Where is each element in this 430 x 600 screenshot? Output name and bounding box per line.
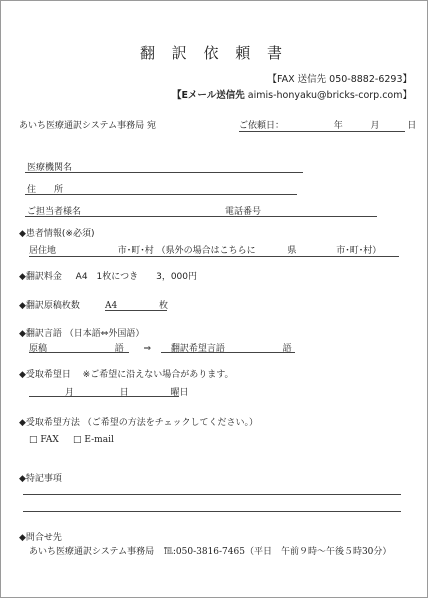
fax-contact: 【FAX 送信先 050-8882-6293】 xyxy=(267,74,412,85)
outside-note: （県外の場合はこちらに xyxy=(156,246,256,256)
receive-fax-option[interactable] xyxy=(29,435,59,445)
receive-method-note: （ご希望の方法をチェックしてください。） xyxy=(82,418,259,428)
desired-date-note: ※ご希望に沿えない場合があります。 xyxy=(82,370,234,380)
address-input[interactable] xyxy=(25,194,297,195)
pages-unit: 枚 xyxy=(158,301,168,311)
email-label: 【Eメール送信先 xyxy=(171,90,245,101)
inquiry-tel: ℡:050-3816-7465（平日 午前９時～午後５時30分） xyxy=(163,547,392,557)
city-label: 市･町･村 xyxy=(117,246,154,256)
pages-heading: ◆翻訳原稿枚数 xyxy=(19,301,80,311)
email-contact xyxy=(172,87,412,101)
residence-label: 居住地 xyxy=(29,246,57,256)
inquiry-office: あいち医療通訳システム事務局 xyxy=(29,547,155,557)
target-language-label: 翻訳希望言語 xyxy=(170,344,225,354)
arrow-icon: ⇒ xyxy=(143,344,152,354)
request-date-month: 月 xyxy=(370,121,380,131)
desired-date-underline xyxy=(29,396,179,397)
request-date[interactable] xyxy=(239,118,416,131)
pages-size: A4 xyxy=(105,301,118,311)
special-notes-line-1[interactable] xyxy=(23,494,401,495)
pages-underline xyxy=(105,310,167,311)
special-notes-heading: ◆特記事項 xyxy=(19,474,62,484)
fee-detail: A4 1枚につき 3，000円 xyxy=(75,272,198,282)
medical-institution-input[interactable] xyxy=(25,172,303,173)
fee-section xyxy=(19,269,197,282)
target-language-unit: 語 xyxy=(282,344,292,354)
contact-person-label: ご担当者様名 xyxy=(27,207,82,217)
desired-month: 月 xyxy=(65,388,75,398)
prefecture-label: 県 xyxy=(287,246,297,256)
inquiry-details xyxy=(29,544,391,557)
request-date-year: 年 xyxy=(333,121,343,131)
email-checkbox-icon[interactable]: □ xyxy=(73,435,82,445)
inquiry-heading: ◆問合せ先 xyxy=(19,533,62,543)
patient-residence[interactable] xyxy=(29,243,381,256)
desired-day: 日 xyxy=(119,388,129,398)
desired-date-heading: ◆受取希望日 xyxy=(19,370,71,380)
residence-underline xyxy=(29,256,399,257)
source-language-label: 原稿 xyxy=(29,344,48,354)
source-language-unit: 語 xyxy=(114,344,124,354)
language-section xyxy=(19,326,144,339)
request-date-day: 日 xyxy=(407,121,417,131)
request-date-label: ご依頼日： xyxy=(239,121,285,131)
target-language-underline xyxy=(161,352,295,353)
fee-heading: ◆翻訳料金 xyxy=(19,272,62,282)
receive-method-heading: ◆受取希望方法 xyxy=(19,418,80,428)
receive-method-section xyxy=(19,415,258,428)
source-language-underline xyxy=(29,352,129,353)
patient-info-heading: ◆患者情報(※必須) xyxy=(19,229,95,239)
language-heading: ◆翻訳言語 xyxy=(19,329,62,339)
medical-institution-label: 医療機関名 xyxy=(27,163,73,173)
language-note: （日本語⇔外国語） xyxy=(64,329,145,339)
desired-date-section xyxy=(19,367,234,380)
request-date-underline xyxy=(239,131,405,132)
email-address: aimis-honyaku@bricks-corp.com】 xyxy=(247,90,412,101)
form-title: 翻 訳 依 頼 書 xyxy=(139,44,289,62)
phone-label: 電話番号 xyxy=(225,207,262,217)
fax-checkbox-icon[interactable]: □ xyxy=(29,435,38,445)
city-label-2: 市･町･村） xyxy=(336,246,382,256)
fax-option-label: FAX xyxy=(40,435,59,445)
special-notes-line-2[interactable] xyxy=(23,511,401,512)
address-label: 住 所 xyxy=(27,185,64,195)
receive-email-option[interactable] xyxy=(73,435,114,445)
contact-phone-input[interactable] xyxy=(25,216,377,217)
email-option-label: E-mail xyxy=(84,435,114,445)
desired-weekday: 曜日 xyxy=(170,388,189,398)
addressee: あいち医療通訳システム事務局 宛 xyxy=(19,121,156,131)
